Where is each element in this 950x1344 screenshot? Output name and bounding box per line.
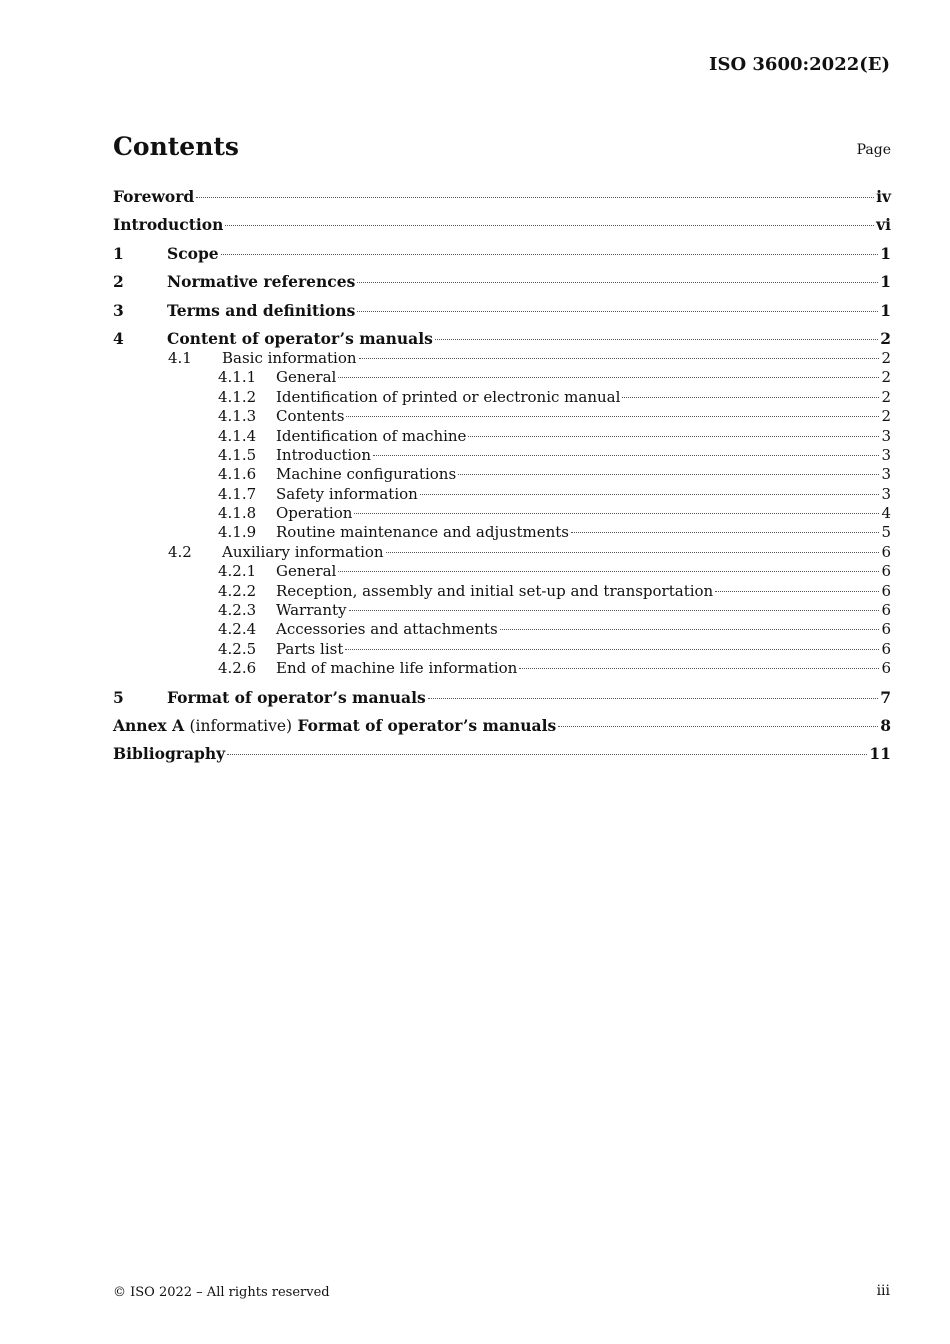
toc-entry-4-2-1-general[interactable]	[113, 562, 891, 581]
toc-entry-title: Routine maintenance and adjustments	[276, 523, 569, 542]
toc-entry-number: 4.1	[168, 348, 192, 367]
document-identifier: ISO 3600:2022(E)	[709, 54, 890, 75]
dot-leader	[373, 455, 879, 456]
toc-entry-warranty[interactable]	[113, 601, 891, 620]
toc-entry-page: 5	[881, 523, 891, 542]
toc-entry-title: End of machine life information	[276, 659, 518, 678]
dot-leader	[196, 197, 874, 198]
toc-entry-identification-of-machine[interactable]	[113, 427, 891, 446]
toc-entry-number: 2	[113, 272, 124, 292]
dot-leader	[435, 339, 878, 340]
toc-entry-number: 4.1.5	[218, 445, 257, 464]
toc-entry-end-of-life[interactable]	[113, 659, 891, 678]
toc-entry-page: 2	[881, 348, 891, 367]
toc-entry-content-of-operators-manuals[interactable]	[113, 328, 891, 349]
dot-leader	[622, 397, 879, 398]
toc-entry-title	[113, 715, 556, 737]
toc-entry-page: 2	[880, 328, 891, 348]
toc-entry-number: 4.2.5	[218, 639, 257, 658]
toc-entry-accessories[interactable]	[113, 620, 891, 639]
toc-entry-title: Scope	[167, 243, 219, 263]
toc-entry-contents[interactable]	[113, 407, 891, 426]
toc-entry-title: Introduction	[113, 215, 224, 235]
toc-entry-title: Foreword	[113, 187, 195, 206]
toc-entry-title: General	[276, 562, 337, 581]
annex-title: Format of operator’s manuals	[297, 715, 557, 735]
page-column-label: Page	[856, 142, 891, 158]
annex-qualifier: (informative)	[189, 716, 293, 735]
dot-leader	[338, 377, 879, 378]
dot-leader	[558, 726, 878, 727]
toc-entry-number: 4.2.1	[218, 562, 257, 581]
toc-entry-number: 4.2.3	[218, 601, 257, 620]
dot-leader	[357, 311, 878, 312]
dot-leader	[359, 358, 880, 359]
toc-entry-number: 4.1.4	[218, 426, 257, 445]
table-of-contents	[113, 186, 891, 772]
toc-entry-annex-a[interactable]	[113, 715, 891, 743]
dot-leader	[428, 698, 879, 699]
annex-label: Annex A	[113, 715, 185, 735]
toc-entry-title: Identification of machine	[276, 426, 467, 445]
toc-entry-page: 7	[880, 687, 891, 707]
toc-entry-page: 6	[881, 542, 891, 561]
toc-entry-number: 4.1.7	[218, 484, 257, 503]
dot-leader	[225, 225, 874, 226]
toc-entry-page: 3	[881, 445, 891, 464]
toc-entry-number: 4.2.6	[218, 659, 257, 678]
toc-entry-title: Auxiliary information	[222, 542, 384, 561]
toc-entry-number: 1	[113, 243, 124, 263]
toc-entry-page: 4	[881, 504, 891, 523]
toc-entry-basic-information[interactable]	[113, 349, 891, 368]
toc-entry-number: 5	[113, 687, 124, 707]
toc-entry-title: Reception, assembly and initial set-up and transportation	[276, 581, 714, 600]
toc-entry-number: 4.1.2	[218, 387, 257, 406]
toc-entry-page: 6	[881, 639, 891, 658]
toc-entry-title: Basic information	[222, 348, 357, 367]
toc-entry-page: 3	[881, 465, 891, 484]
toc-entry-title: Introduction	[276, 445, 371, 464]
toc-entry-page: iv	[876, 187, 891, 206]
toc-entry-foreword[interactable]	[113, 186, 891, 214]
toc-entry-title: Content of operator’s manuals	[167, 328, 433, 348]
toc-entry-format-of-operators-manuals[interactable]	[113, 687, 891, 715]
toc-entry-operation[interactable]	[113, 504, 891, 523]
toc-entry-normative-references[interactable]	[113, 271, 891, 299]
toc-entry-4-1-5-introduction[interactable]	[113, 446, 891, 465]
toc-entry-number: 3	[113, 300, 124, 320]
toc-entry-title: Machine configurations	[276, 465, 457, 484]
dot-leader	[500, 629, 880, 630]
dot-leader	[221, 254, 879, 255]
toc-entry-page: 8	[880, 715, 891, 735]
dot-leader	[420, 494, 880, 495]
toc-entry-number: 4.1.1	[218, 368, 257, 387]
toc-entry-safety-information[interactable]	[113, 485, 891, 504]
toc-entry-title: Terms and definitions	[167, 300, 356, 320]
toc-entry-number: 4.2.2	[218, 581, 257, 600]
toc-entry-title: Operation	[276, 504, 353, 523]
toc-entry-identification-of-manual[interactable]	[113, 388, 891, 407]
toc-entry-title: Normative references	[167, 272, 356, 292]
toc-entry-reception-assembly[interactable]	[113, 582, 891, 601]
dot-leader	[338, 571, 879, 572]
dot-leader	[227, 754, 867, 755]
copyright-notice: © ISO 2022 – All rights reserved	[113, 1285, 330, 1300]
toc-entry-page: 6	[881, 562, 891, 581]
toc-entry-title: Accessories and attachments	[276, 620, 498, 639]
toc-entry-title: Bibliography	[113, 744, 226, 764]
toc-entry-page: 2	[881, 368, 891, 387]
toc-entry-number: 4.1.8	[218, 504, 257, 523]
dot-leader	[345, 649, 879, 650]
toc-entry-number: 4.2	[168, 542, 192, 561]
toc-entry-number: 4.2.4	[218, 620, 257, 639]
toc-entry-page: vi	[876, 215, 891, 235]
toc-entry-title: Identification of printed or electronic manual	[276, 387, 621, 406]
toc-entry-parts-list[interactable]	[113, 640, 891, 659]
toc-entry-title: Warranty	[276, 601, 347, 620]
toc-entry-page: 6	[881, 581, 891, 600]
toc-entry-machine-configurations[interactable]	[113, 465, 891, 484]
toc-entry-page: 1	[880, 300, 891, 320]
toc-entry-number: 4.1.6	[218, 465, 257, 484]
toc-entry-routine-maintenance[interactable]	[113, 523, 891, 542]
toc-entry-number: 4.1.3	[218, 407, 257, 426]
toc-entry-page: 6	[881, 659, 891, 678]
toc-entry-page: 1	[880, 272, 891, 292]
dot-leader	[468, 436, 879, 437]
toc-entry-number: 4	[113, 328, 124, 348]
toc-entry-page: 2	[881, 407, 891, 426]
dot-leader	[357, 282, 878, 283]
dot-leader	[458, 474, 879, 475]
toc-entry-page: 11	[869, 744, 891, 764]
toc-entry-auxiliary-information[interactable]	[113, 543, 891, 562]
toc-entry-title: Format of operator’s manuals	[167, 687, 426, 707]
dot-leader	[354, 513, 879, 514]
toc-entry-title: Contents	[276, 407, 345, 426]
toc-entry-page: 2	[881, 387, 891, 406]
toc-entry-4-1-1-general[interactable]	[113, 368, 891, 387]
dot-leader	[571, 532, 879, 533]
page-number: iii	[876, 1283, 890, 1299]
toc-entry-title: General	[276, 368, 337, 387]
toc-entry-bibliography[interactable]	[113, 743, 891, 771]
toc-entry-page: 3	[881, 426, 891, 445]
toc-entry-page: 3	[881, 484, 891, 503]
toc-entry-title: Safety information	[276, 484, 418, 503]
dot-leader	[519, 668, 879, 669]
toc-entry-title: Parts list	[276, 639, 344, 658]
dot-leader	[386, 552, 880, 553]
toc-entry-terms-and-definitions[interactable]	[113, 300, 891, 328]
toc-entry-number: 4.1.9	[218, 523, 257, 542]
toc-entry-page: 6	[881, 620, 891, 639]
toc-entry-page: 1	[880, 243, 891, 263]
toc-entry-scope[interactable]	[113, 243, 891, 271]
dot-leader	[349, 610, 880, 611]
toc-entry-page: 6	[881, 601, 891, 620]
contents-heading: Contents	[113, 132, 240, 161]
toc-entry-introduction[interactable]	[113, 214, 891, 242]
dot-leader	[715, 591, 879, 592]
dot-leader	[346, 416, 879, 417]
